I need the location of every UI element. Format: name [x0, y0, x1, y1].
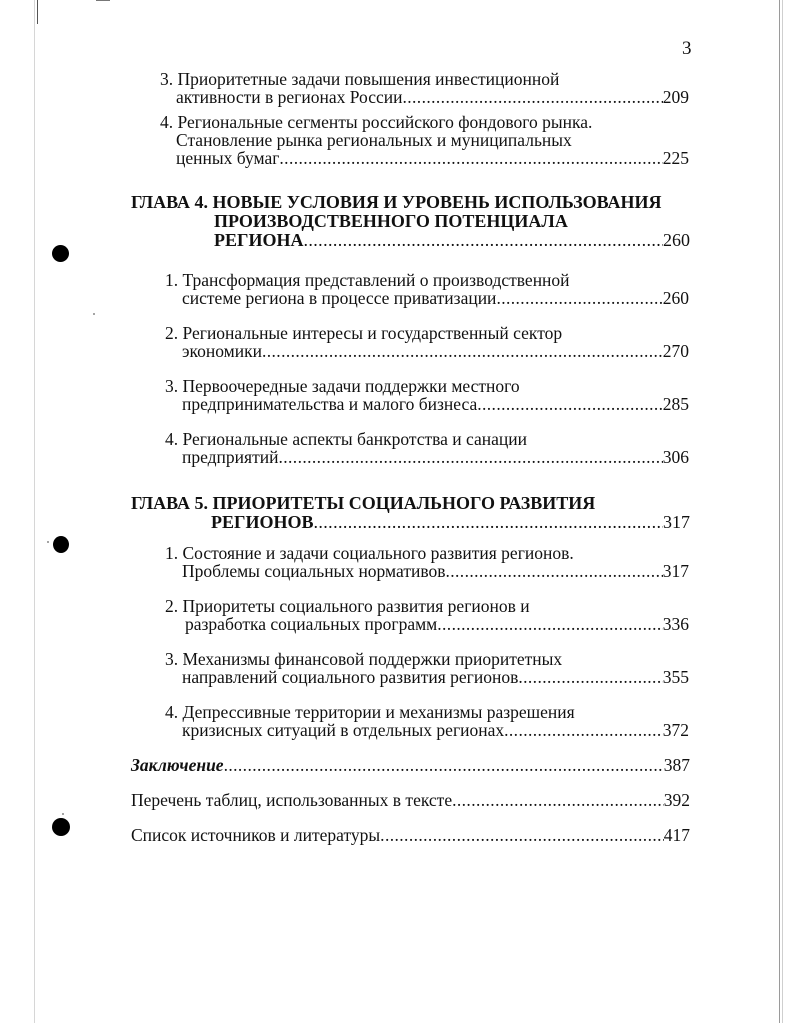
toc-line: [176, 131, 689, 149]
toc-line: [165, 430, 689, 448]
toc-entry-number: 1.: [165, 543, 179, 563]
toc-entry-text: Становление рынка региональных и муниципальных: [176, 130, 572, 150]
chapter-label: ГЛАВА 4.: [131, 192, 209, 212]
leader-dots: [313, 513, 663, 532]
toc-leader-line: [176, 149, 689, 167]
leader-dots: [504, 721, 663, 739]
toc-line: [165, 703, 689, 721]
toc-entry[interactable]: [165, 650, 689, 686]
toc-leader-line: [131, 826, 690, 844]
toc-page-ref: 209: [662, 87, 689, 107]
toc-line: [165, 271, 689, 289]
toc-page-ref: 417: [663, 825, 690, 845]
toc-entry-text: Приоритеты социального развития регионов и: [182, 596, 530, 616]
toc-page-ref: 225: [662, 148, 689, 168]
leader-dots: [279, 149, 662, 167]
toc-page-ref: 372: [662, 720, 689, 740]
toc-entry-text: предпринимательства и малого бизнеса: [182, 394, 478, 414]
toc-page-ref: 392: [663, 790, 690, 810]
chapter-title: НОВЫЕ УСЛОВИЯ И УРОВЕНЬ ИСПОЛЬЗОВАНИЯ: [212, 192, 662, 212]
scan-edge-right-inner: [782, 0, 783, 1023]
toc-entry-text: предприятий: [182, 447, 279, 467]
toc-entry-text: ценных бумаг: [176, 148, 280, 168]
leader-dots: [402, 88, 662, 106]
toc-entry-text: Региональные аспекты банкротства и санации: [182, 429, 528, 449]
toc-entry-number: 3.: [165, 376, 179, 396]
toc-entry-text: Проблемы социальных нормативов: [182, 561, 446, 581]
toc-leader-line: [131, 791, 690, 809]
chapter-title: ПРИОРИТЕТЫ СОЦИАЛЬНОГО РАЗВИТИЯ: [212, 493, 596, 513]
toc-entry-text: разработка социальных программ: [185, 614, 438, 634]
leader-dots: [445, 562, 662, 580]
toc-entry-text: Перечень таблиц, использованных в тексте: [131, 790, 453, 810]
toc-line: [165, 597, 689, 615]
toc-entry[interactable]: [160, 70, 689, 106]
toc-entry[interactable]: [165, 544, 689, 580]
toc-entry[interactable]: [165, 271, 689, 307]
toc-page-ref: 306: [662, 447, 689, 467]
toc-entry-tables[interactable]: [131, 791, 690, 809]
toc-entry-number: 4.: [160, 112, 174, 132]
toc-line: [131, 193, 690, 212]
toc-line: [165, 377, 689, 395]
toc-line: [160, 113, 689, 131]
toc-entry-text: активности в регионах России: [176, 87, 403, 107]
toc-entry-text: Трансформация представлений о производственной: [182, 270, 570, 290]
punch-hole-1: [52, 245, 69, 262]
toc-entry-text: системе региона в процессе приватизации: [182, 288, 497, 308]
toc-entry-text: кризисных ситуаций в отдельных регионах: [182, 720, 505, 740]
toc-entry-number: 4.: [165, 702, 179, 722]
toc-leader-line: [214, 231, 690, 250]
toc-entry-conclusion[interactable]: [131, 756, 690, 774]
toc-entry-references[interactable]: [131, 826, 690, 844]
chapter-title: РЕГИОНОВ: [211, 512, 314, 532]
toc-entry-text: Региональные интересы и государственный сектор: [182, 323, 563, 343]
leader-dots: [437, 615, 663, 633]
page-number: 3: [682, 38, 692, 59]
toc-line: [165, 544, 689, 562]
toc-entry[interactable]: [165, 597, 689, 633]
leader-dots: [518, 668, 662, 686]
toc-entry[interactable]: [165, 430, 689, 466]
chapter-title: РЕГИОНА: [214, 230, 304, 250]
toc-leader-line: [182, 448, 689, 466]
punch-hole-2: [53, 536, 69, 553]
scan-speck: [93, 313, 95, 315]
scan-speck: [47, 541, 49, 543]
toc-chapter[interactable]: [131, 193, 690, 250]
toc-entry[interactable]: [165, 703, 689, 739]
toc-line: [165, 650, 689, 668]
leader-dots: [262, 342, 663, 360]
toc-entry[interactable]: [160, 113, 689, 167]
toc-entry-number: 4.: [165, 429, 179, 449]
toc-leader-line: [182, 562, 689, 580]
toc-entry-text: Региональные сегменты российского фондового рынка.: [177, 112, 593, 132]
toc-page-ref: 285: [662, 394, 689, 414]
chapter-title: ПРОИЗВОДСТВЕННОГО ПОТЕНЦИАЛА: [214, 211, 568, 231]
toc-entry-text: экономики: [182, 341, 262, 361]
leader-dots: [496, 289, 662, 307]
toc-leader-line: [182, 721, 689, 739]
toc-entry-number: 2.: [165, 596, 179, 616]
toc-leader-line: [182, 289, 689, 307]
toc-line: [165, 324, 689, 342]
scan-edge-top: [96, 0, 110, 1]
toc-entry-text: Механизмы финансовой поддержки приоритетных: [182, 649, 563, 669]
toc-page-ref: 355: [662, 667, 689, 687]
toc-line: [131, 494, 690, 513]
toc-leader-line: [211, 513, 690, 532]
leader-dots: [303, 231, 663, 250]
toc-leader-line: [182, 395, 689, 413]
toc-entry[interactable]: [165, 377, 689, 413]
toc-line: [214, 212, 690, 231]
toc-entry-text: направлений социального развития регионов: [182, 667, 519, 687]
toc-entry-number: 3.: [165, 649, 179, 669]
toc-entry-text: Состояние и задачи социального развития регионов.: [182, 543, 574, 563]
toc-entry-number: 3.: [160, 69, 174, 89]
punch-hole-3: [52, 818, 70, 836]
scan-edge-mark: [37, 0, 38, 24]
toc-page-ref: 260: [662, 288, 689, 308]
toc-page-ref: 317: [663, 512, 690, 532]
toc-line: [160, 70, 689, 88]
toc-leader-line: [182, 668, 689, 686]
leader-dots: [380, 826, 664, 844]
toc-page-ref: 387: [663, 755, 690, 775]
toc-entry-text: Заключение: [131, 755, 224, 775]
toc-entry[interactable]: [165, 324, 689, 360]
toc-entry-number: 2.: [165, 323, 179, 343]
leader-dots: [477, 395, 663, 413]
toc-leader-line: [182, 342, 689, 360]
chapter-label: ГЛАВА 5.: [131, 493, 209, 513]
leader-dots: [452, 791, 664, 809]
scan-speck: [62, 813, 64, 815]
toc-entry-text: Депрессивные территории и механизмы разрешения: [182, 702, 575, 722]
toc-leader-line: [176, 88, 689, 106]
toc-entry-text: Список источников и литературы: [131, 825, 381, 845]
toc-entry-text: Приоритетные задачи повышения инвестиционной: [177, 69, 560, 89]
toc-leader-line: [131, 756, 690, 774]
leader-dots: [224, 756, 664, 774]
scan-edge-left: [34, 0, 35, 1023]
toc-leader-line: [185, 615, 689, 633]
toc-chapter[interactable]: [131, 494, 690, 532]
scan-edge-right: [779, 0, 780, 1023]
toc-entry-text: Первоочередные задачи поддержки местного: [182, 376, 520, 396]
leader-dots: [278, 448, 662, 466]
toc-page-ref: 317: [662, 561, 689, 581]
toc-entry-number: 1.: [165, 270, 179, 290]
toc-page-ref: 336: [662, 614, 689, 634]
toc-page-ref: 260: [663, 230, 690, 250]
toc-page-ref: 270: [662, 341, 689, 361]
